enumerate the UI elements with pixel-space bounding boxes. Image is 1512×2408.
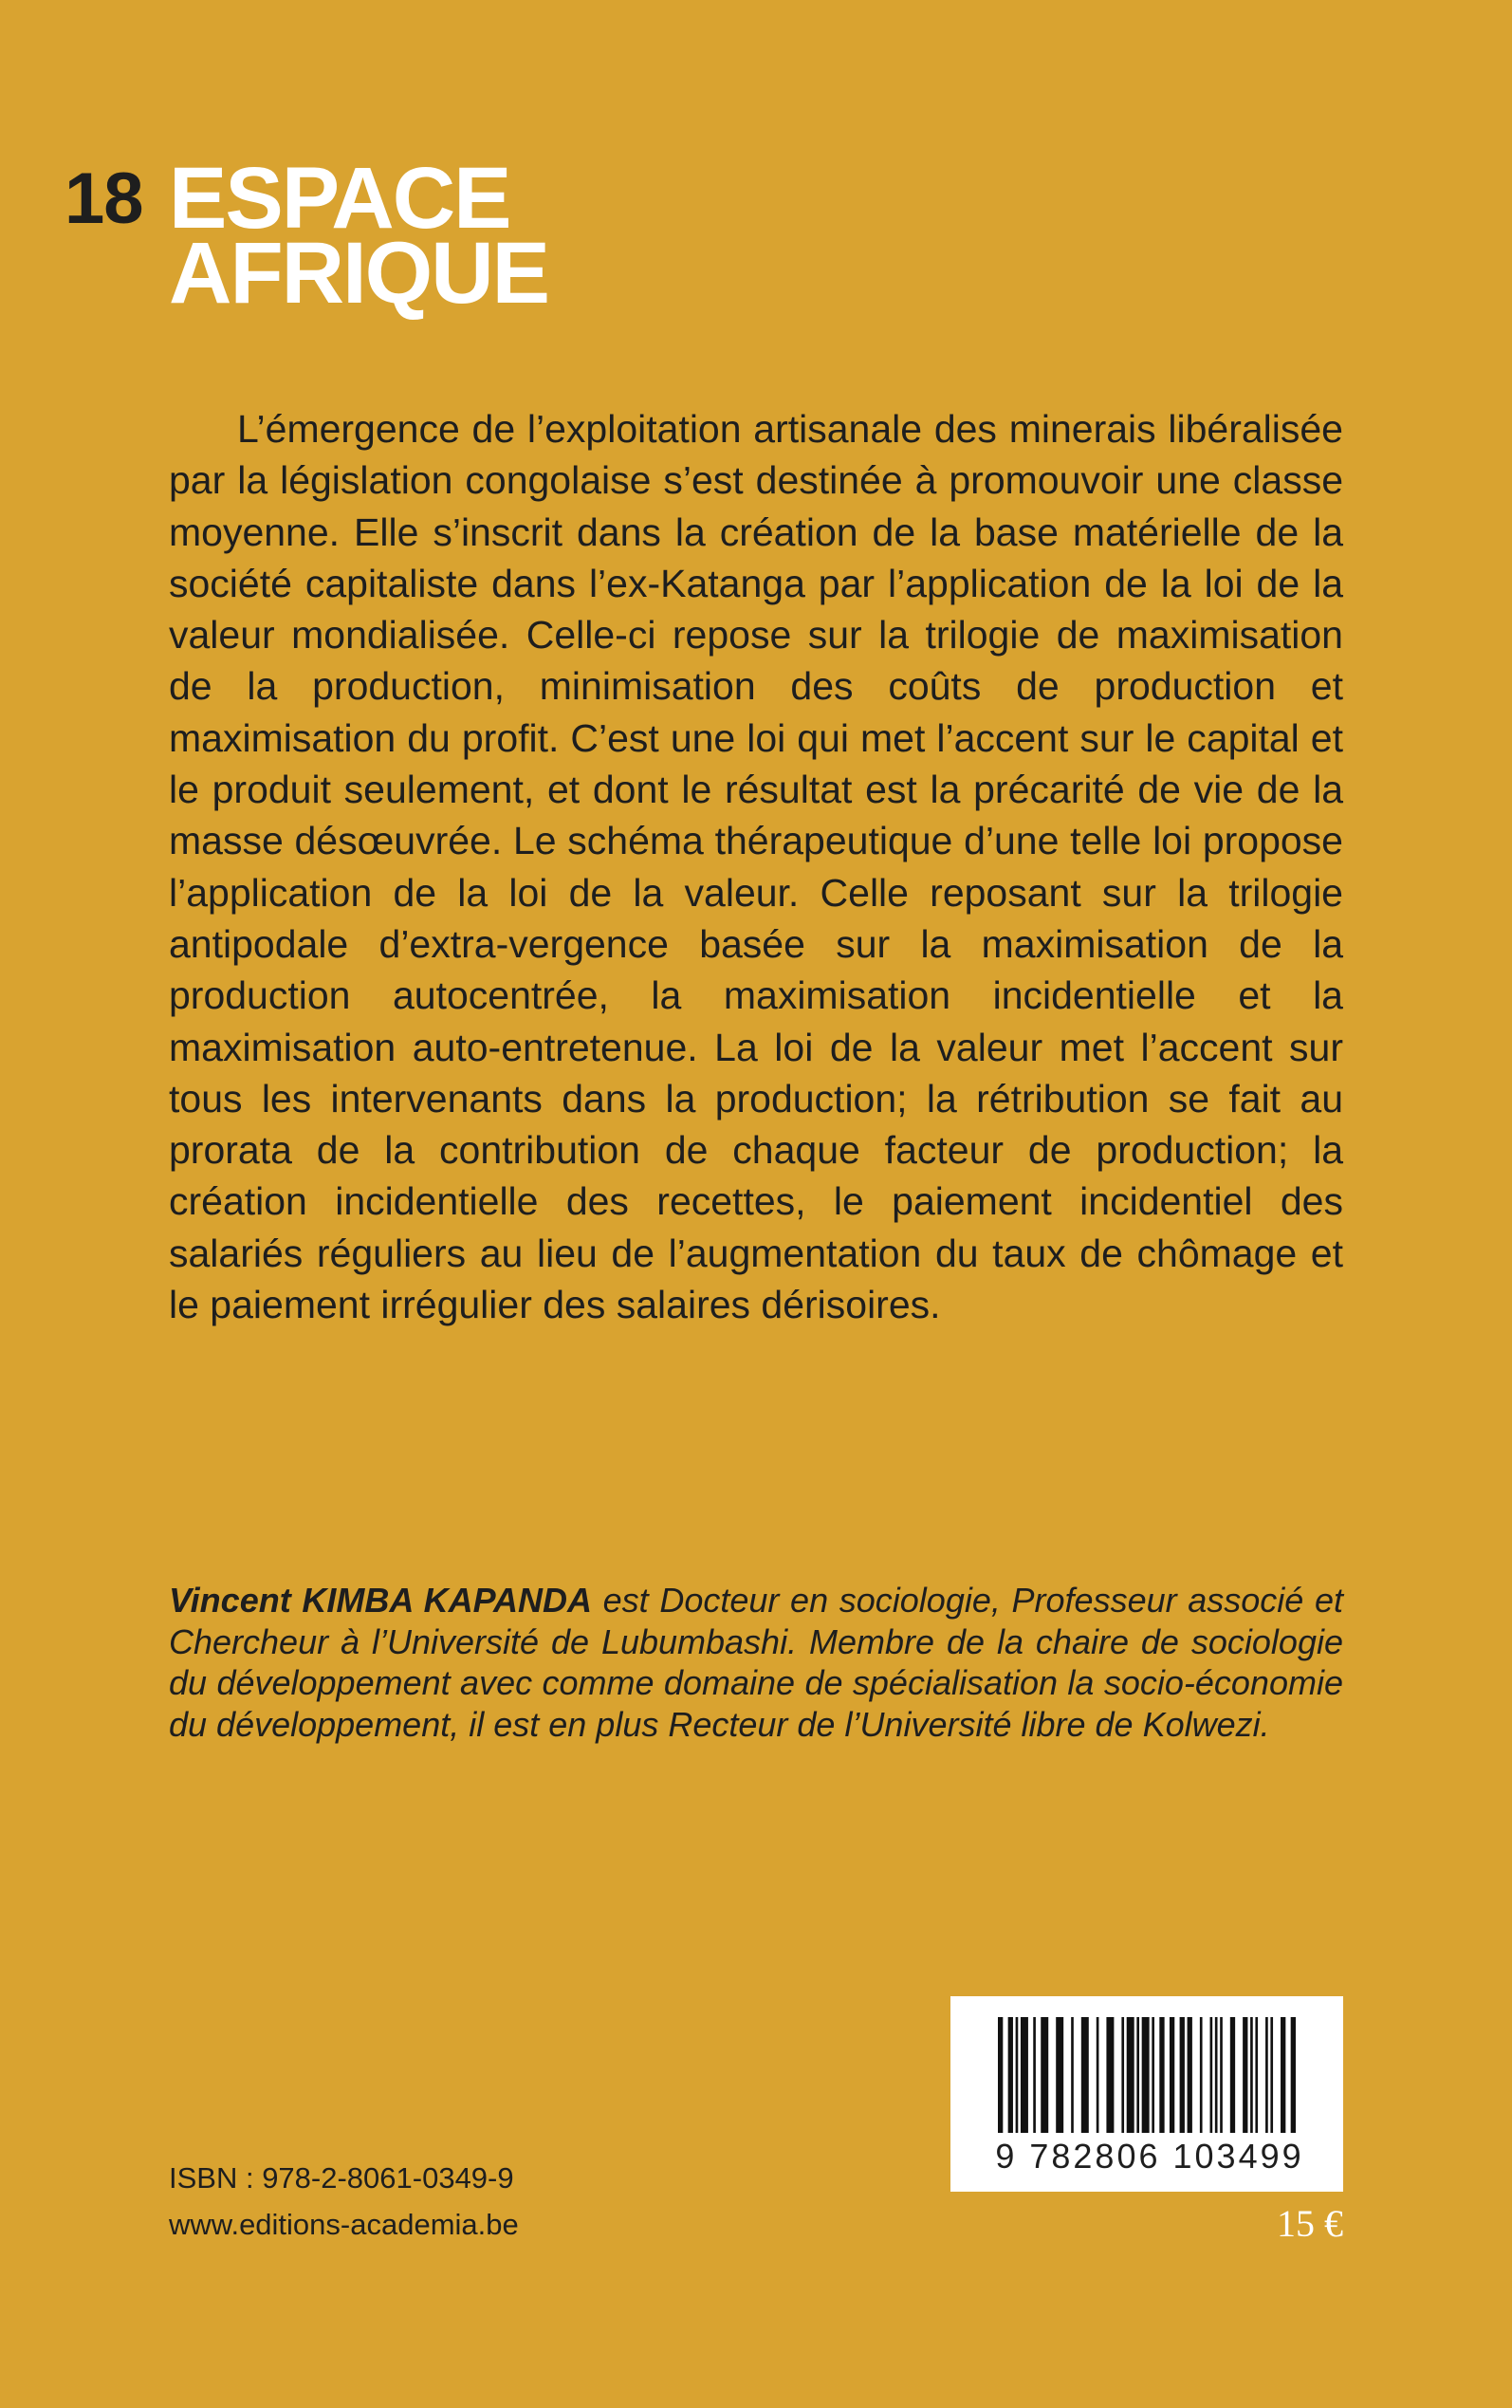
barcode-bar [1210,2017,1213,2133]
barcode [950,1996,1343,2192]
barcode-bar [1250,2017,1253,2133]
barcode-bar [1071,2017,1074,2133]
barcode-bar [1230,2017,1235,2133]
isbn: ISBN : 978-2-8061-0349-9 [169,2161,514,2195]
barcode-bar [1180,2017,1185,2133]
barcode-bar [1056,2017,1063,2133]
author-bio-text: est Docteur en sociologie, Professeur associé et Chercheur à l’Université de Lubumbashi. Membre de la chaire de sociologie du développement avec comme domaine de spécialisation la socio-économie du développement, il est en plus Recteur de l’Université libre de Kolwezi. [169,1581,1344,1744]
author-bio [169,1580,1343,1745]
barcode-bar [1106,2017,1114,2133]
barcode-bar [1097,2017,1099,2133]
barcode-bar [1152,2017,1154,2133]
barcode-bar [1081,2017,1089,2133]
website-link[interactable]: www.editions-academia.be [169,2208,519,2241]
barcode-bar [1021,2017,1028,2133]
barcode-bar [1121,2017,1124,2133]
barcode-bar [1220,2017,1223,2133]
series-title-line1: ESPACE [169,150,510,247]
barcode-bar [1265,2017,1268,2133]
barcode-digits: 9 782806 103499 [995,2137,1304,2176]
barcode-bar [1127,2017,1134,2133]
barcode-bar [1041,2017,1048,2133]
barcode-bar [1159,2017,1164,2133]
barcode-bar [1215,2017,1218,2133]
barcode-bar [1255,2017,1258,2133]
price: 15 € [1277,2202,1343,2245]
barcode-bar [1008,2017,1013,2133]
series-number: 18 [65,158,143,239]
barcode-bar [1188,2017,1192,2133]
barcode-bars [998,2017,1296,2133]
back-cover-blurb: L’émergence de l’exploitation artisanale des minerais libéralisée par la législation congolaise s’est destinée à promouvoir une classe moyenne. Elle s’inscrit dans la création de la base matérielle de la société capitaliste dans l’ex-Katanga par l’application de la loi de la valeur mondialisée. Celle-ci repose sur la trilogie de maximisation de la production, minimisation des coûts de production et maximisation du profit. C’est une loi qui met l’accent sur le capital et le produit seulement, et dont le résultat est la précarité de vie de la masse désœuvrée. Le schéma thérapeutique d’une telle loi propose l’application de la loi de la valeur. Celle reposant sur la trilogie antipodale d’extra-vergence basée sur la maximisation de la production autocentrée, la maximisation incidentielle et la maximisation auto-entretenue. La loi de la valeur met l’accent sur tous les intervenants dans la production; la rétribution se fait au prorata de la contribution de chaque facteur de production; la création incidentielle des recettes, le paiement incidentiel des salariés réguliers au lieu de l’augmentation du taux de chômage et le paiement irrégulier des salaires dérisoires. [169,407,1343,1327]
barcode-bar [1016,2017,1019,2133]
barcode-bar [1136,2017,1139,2133]
barcode-bar [1270,2017,1273,2133]
series-title-line2: AFRIQUE [169,225,548,323]
barcode-bar [1281,2017,1285,2133]
barcode-bar [1243,2017,1247,2133]
barcode-bar [1291,2017,1296,2133]
barcode-bar [1170,2017,1174,2133]
barcode-bar [1033,2017,1036,2133]
barcode-bar [1200,2017,1203,2133]
author-name: Vincent KIMBA KAPANDA [169,1581,592,1620]
barcode-bar [998,2017,1003,2133]
barcode-bar [1142,2017,1150,2133]
series-title [169,150,548,323]
